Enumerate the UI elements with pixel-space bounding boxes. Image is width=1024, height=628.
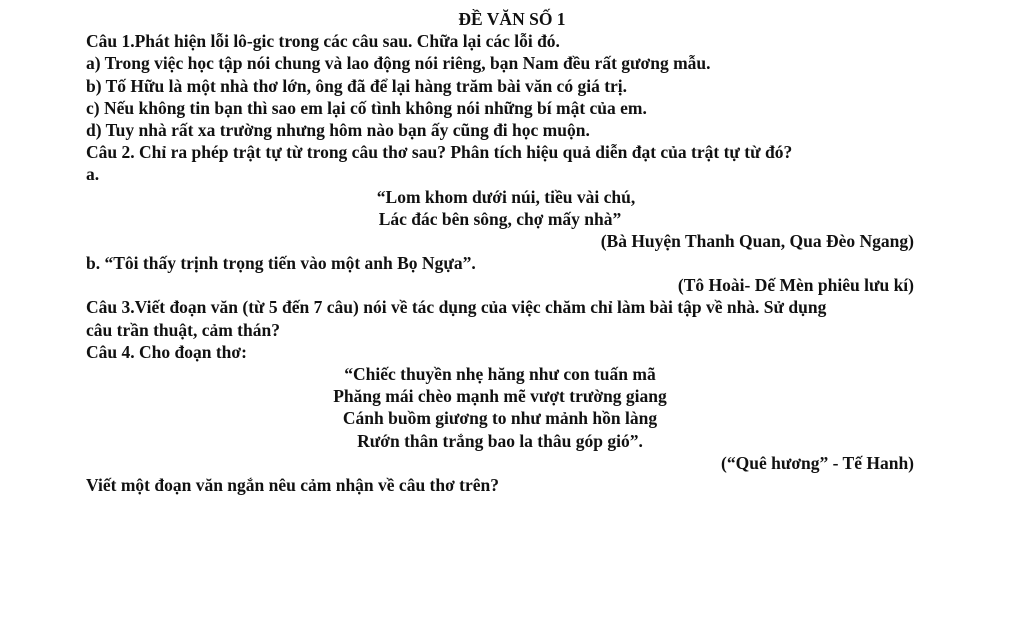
- q4-poem-line-2: Phăng mái chèo mạnh mẽ vượt trường giang: [333, 386, 667, 407]
- q4-poem-source: (“Quê hương” - Tế Hanh): [721, 452, 914, 473]
- q1-item-b: b) Tố Hữu là một nhà thơ lớn, ông đã để lại hàng trăm bài văn có giá trị.: [86, 75, 628, 96]
- q3-line-1: Câu 3.Viết đoạn văn (từ 5 đến 7 câu) nói về tác dụng của việc chăm chỉ làm bài tập về nhà. Sử dụng: [86, 297, 827, 318]
- q4-poem-line-4: Rướn thân trắng bao la thâu góp gió”.: [357, 430, 643, 451]
- q2-a-label: a.: [86, 164, 100, 185]
- q2-item-b: b. “Tôi thấy trịnh trọng tiến vào một anh Bọ Ngựa”.: [86, 253, 476, 274]
- q1-item-c: c) Nếu không tin bạn thì sao em lại cố tình không nói những bí mật của em.: [86, 97, 647, 118]
- q1-heading: Câu 1.Phát hiện lỗi lô-gic trong các câu sau. Chữa lại các lỗi đó.: [86, 31, 560, 52]
- q2-poem-line-1: “Lom khom dưới núi, tiều vài chú,: [376, 186, 636, 207]
- q4-poem-line-1: “Chiếc thuyền nhẹ hăng như con tuấn mã: [344, 364, 656, 384]
- document-title: ĐỀ VĂN SỐ 1: [458, 9, 566, 29]
- q3-line-2: câu trần thuật, cảm thán?: [86, 319, 280, 340]
- q1-item-a: a) Trong việc học tập nói chung và lao động nói riêng, bạn Nam đều rất gương mẫu.: [86, 53, 711, 74]
- q4-poem-line-3: Cánh buồm giương to như mảnh hồn làng: [342, 408, 658, 429]
- q4-heading: Câu 4. Cho đoạn thơ:: [86, 341, 247, 362]
- q4-task: Viết một đoạn văn ngắn nêu cảm nhận về câu thơ trên?: [86, 474, 500, 495]
- q1-item-d: d) Tuy nhà rất xa trường nhưng hôm nào bạn ấy cũng đi học muộn.: [86, 119, 590, 140]
- q2-heading: Câu 2. Chỉ ra phép trật tự từ trong câu thơ sau? Phân tích hiệu quả diễn đạt của trật tự từ đó?: [86, 142, 793, 163]
- q2-b-source: (Tô Hoài- Dế Mèn phiêu lưu kí): [677, 275, 914, 296]
- q2-poem-line-2: Lác đác bên sông, chợ mấy nhà”: [378, 208, 622, 229]
- exam-document: [86, 8, 914, 496]
- q2-poem-source: (Bà Huyện Thanh Quan, Qua Đèo Ngang): [600, 230, 914, 251]
